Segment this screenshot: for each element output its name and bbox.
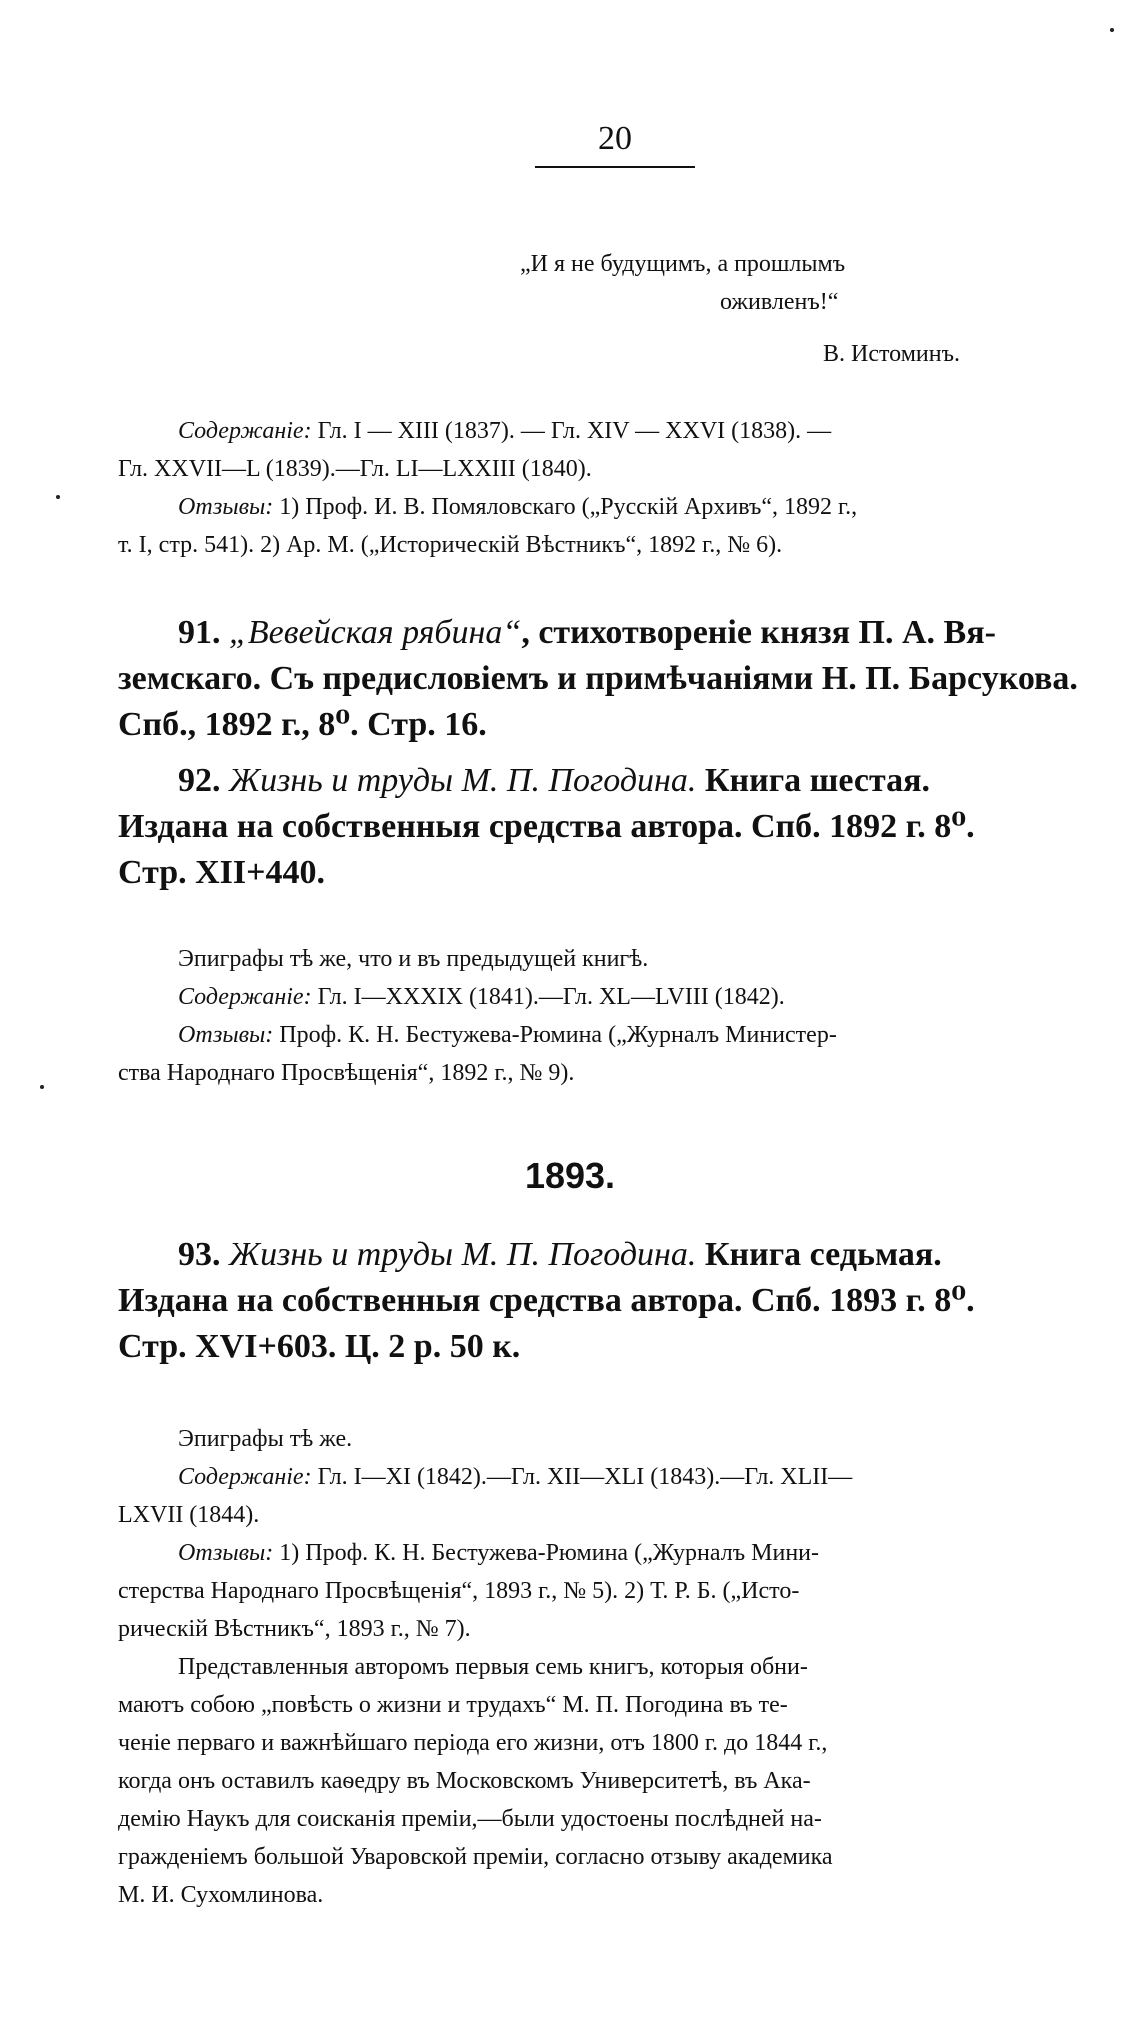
entry-line	[118, 610, 1118, 656]
reviews-text: Проф. К. Н. Бестужева-Рюмина („Журналъ Министер-	[273, 1022, 837, 1048]
entry-line	[118, 758, 1118, 804]
page-number: 20	[535, 120, 695, 168]
scan-speck	[40, 1085, 44, 1089]
reviews-label: Отзывы:	[178, 1540, 274, 1566]
reviews-label: Отзывы:	[178, 1022, 274, 1048]
entry-title: Жизнь и труды М. П. Погодина.	[229, 1236, 697, 1273]
content-text: Гл. I — XIII (1837). — Гл. XIV — XXVI (1838). —	[311, 418, 832, 444]
entry-90-notes	[118, 412, 1118, 564]
epigraph-author: В. Истоминъ.	[823, 341, 960, 367]
entry-text: Книга седьмая.	[696, 1236, 942, 1273]
entry-line: Стр. XII+440.	[118, 854, 326, 891]
entry-line: земскаго. Съ предисловіемъ и примѣчаніями Н. П. Барсукова.	[118, 660, 1078, 697]
reviews-line	[118, 1534, 1118, 1572]
entry-line: Стр. XVI+603. Ц. 2 р. 50 к.	[118, 1328, 521, 1365]
entry-text: Книга шестая.	[696, 762, 930, 799]
epigraphs-line: Эпиграфы тѣ же, что и въ предыдущей книгѣ.	[178, 946, 649, 972]
reviews-line: стерства Народнаго Просвѣщенія“, 1893 г., № 5). 2) Т. Р. Б. („Исто-	[118, 1578, 800, 1604]
scan-speck	[56, 495, 60, 499]
epigraph	[520, 245, 960, 373]
content-text: Гл. I—XXXIX (1841).—Гл. XL—LVIII (1842).	[311, 984, 785, 1010]
reviews-line	[118, 1016, 1118, 1054]
entry-number: 91.	[178, 614, 221, 651]
reviews-line	[118, 488, 1118, 526]
note-line: М. И. Сухомлинова.	[118, 1882, 324, 1908]
note-line: когда онъ оставилъ каѳедру въ Московскомъ Университетѣ, въ Ака-	[118, 1768, 811, 1794]
entry-number: 92.	[178, 762, 221, 799]
reviews-text: 1) Проф. И. В. Помяловскаго („Русскій Архивъ“, 1892 г.,	[273, 494, 858, 520]
note-line: маютъ собою „повѣсть о жизни и трудахъ“ М. П. Погодина въ те-	[118, 1692, 788, 1718]
content-text: Гл. I—XI (1842).—Гл. XII—XLI (1843).—Гл. XLII—	[311, 1464, 853, 1490]
entry-line: Издана на собственныя средства автора. Спб. 1892 г. 8⁰.	[118, 808, 975, 845]
note-line: гражденіемъ большой Уваровской преміи, согласно отзыву академика	[118, 1844, 833, 1870]
entry-line: Спб., 1892 г., 8⁰. Стр. 16.	[118, 706, 487, 743]
note-line: ченіе перваго и важнѣйшаго періода его жизни, отъ 1800 г. до 1844 г.,	[118, 1730, 828, 1756]
entry-line	[118, 1232, 1118, 1278]
content-label: Содержаніе:	[178, 1464, 312, 1490]
content-line	[118, 1458, 1118, 1496]
reviews-label: Отзывы:	[178, 494, 274, 520]
year-heading: 1893.	[524, 1155, 616, 1196]
epigraphs-line: Эпиграфы тѣ же.	[178, 1426, 353, 1452]
entry-93	[118, 1232, 1118, 1370]
content-label: Содержаніе:	[178, 984, 312, 1010]
note-line: демію Наукъ для соисканія преміи,—были удостоены послѣдней на-	[118, 1806, 822, 1832]
entry-line: Издана на собственныя средства автора. Спб. 1893 г. 8⁰.	[118, 1282, 975, 1319]
entry-number: 93.	[178, 1236, 221, 1273]
entry-93-notes	[118, 1420, 1118, 1914]
entry-91	[118, 610, 1118, 748]
entry-title: „Вевейская рябина“	[229, 614, 522, 651]
content-line	[118, 978, 1118, 1016]
note-line: Представленныя авторомъ первыя семь книгъ, которыя обни-	[178, 1654, 808, 1680]
entry-title: Жизнь и труды М. П. Погодина.	[229, 762, 697, 799]
content-line: LXVII (1844).	[118, 1502, 260, 1528]
entry-92	[118, 758, 1118, 896]
entry-text: , стихотвореніе князя П. А. Вя-	[521, 614, 996, 651]
epigraph-line: „И я не будущимъ, а прошлымъ	[520, 251, 846, 277]
reviews-line: рическій Вѣстникъ“, 1893 г., № 7).	[118, 1616, 471, 1642]
reviews-text: 1) Проф. К. Н. Бестужева-Рюмина („Журналъ Мини-	[273, 1540, 820, 1566]
reviews-line: ства Народнаго Просвѣщенія“, 1892 г., № 9).	[118, 1060, 575, 1086]
content-line	[118, 412, 1118, 450]
epigraph-line: оживленъ!“	[720, 289, 839, 315]
entry-92-notes	[118, 940, 1118, 1092]
content-label: Содержаніе:	[178, 418, 312, 444]
reviews-line: т. I, стр. 541). 2) Ар. М. („Историческій Вѣстникъ“, 1892 г., № 6).	[118, 532, 783, 558]
scan-speck	[1110, 28, 1114, 32]
content-line: Гл. XXVII—L (1839).—Гл. LI—LXXIII (1840).	[118, 456, 592, 482]
